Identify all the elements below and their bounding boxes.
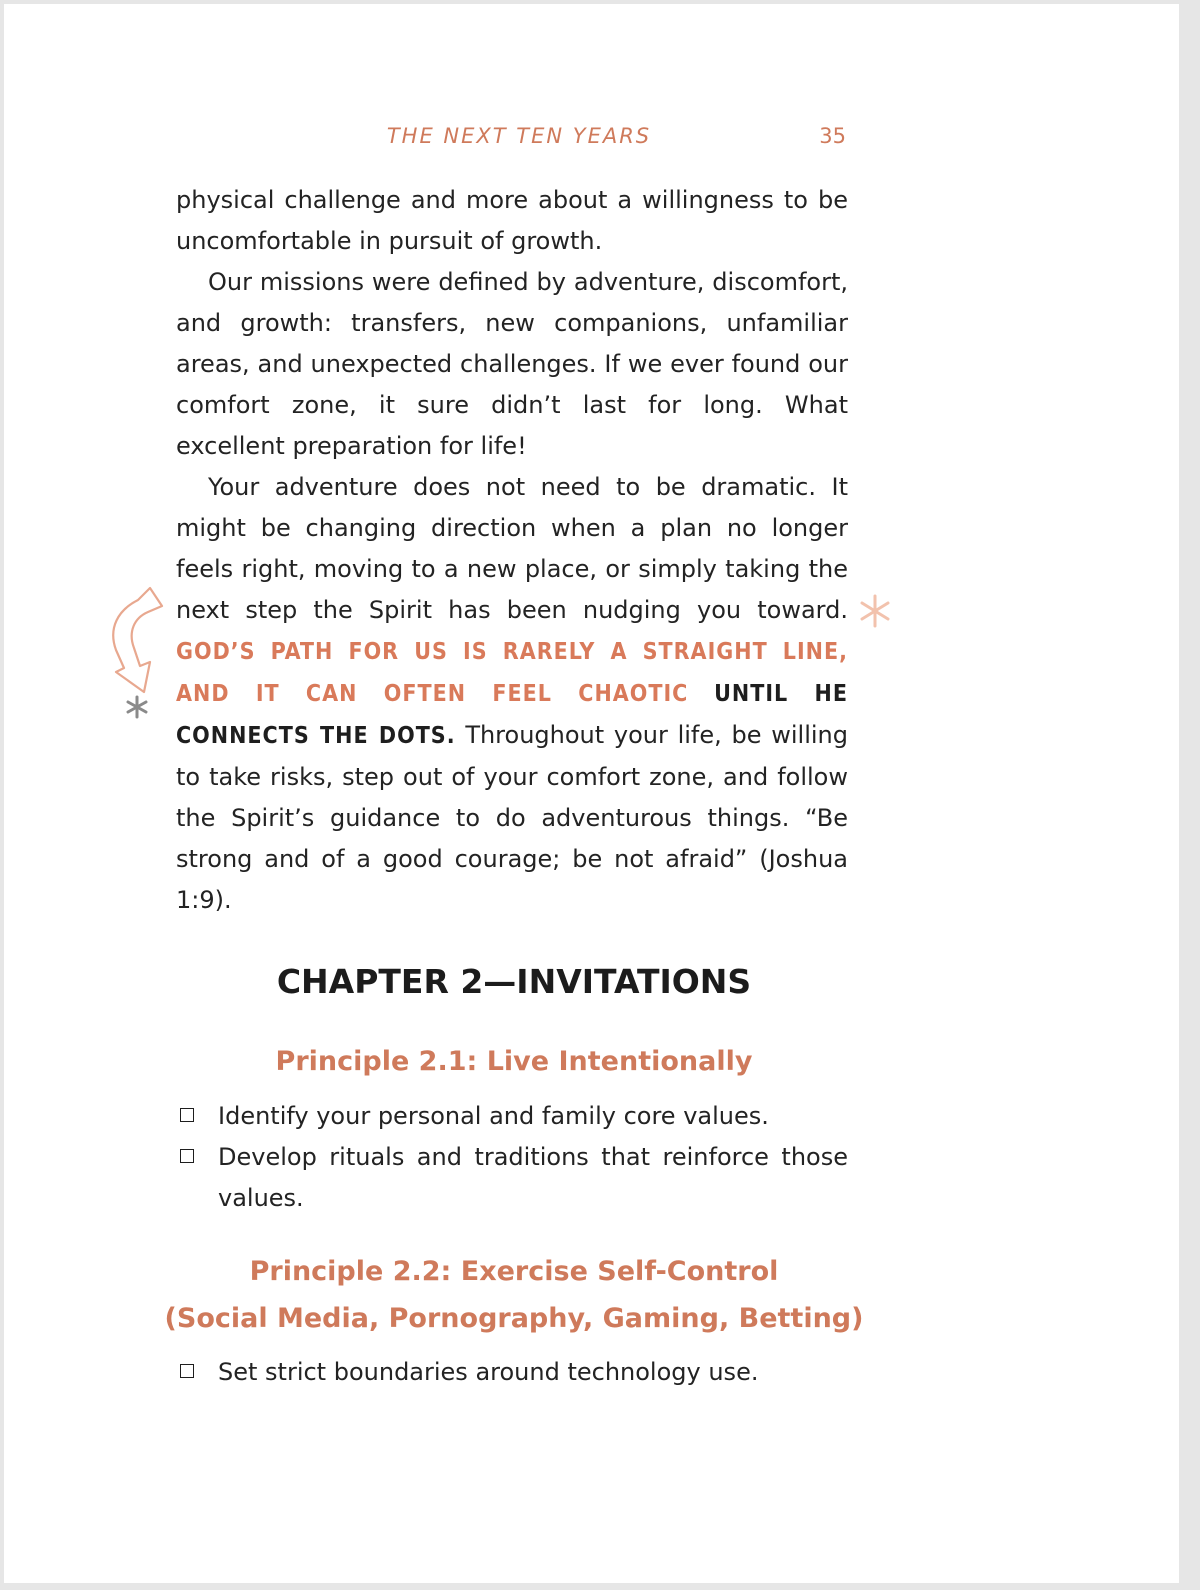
checkbox-icon[interactable]	[180, 1108, 194, 1122]
chapter-title: CHAPTER 2—INVITATIONS	[276, 962, 752, 1001]
principle-2-1-checklist	[176, 1096, 848, 1219]
peach-sparkle-icon	[857, 593, 893, 629]
checklist-item-text: Develop rituals and traditions that reinforce those values.	[218, 1143, 848, 1212]
principle-2-2-title-line-2: (Social Media, Pornography, Gaming, Betting)	[164, 1303, 864, 1334]
principle-2-2-title-line-1: Principle 2.2: Exercise Self-Control	[249, 1256, 779, 1287]
checklist-item	[176, 1137, 848, 1219]
paragraph-1: physical challenge and more about a willingness to be uncomfortable in pursuit of growth.	[176, 186, 848, 255]
gray-sparkle-icon	[124, 694, 150, 720]
paragraph-3-tail: Throughout your life, be willing to take risks, step out of your comfort zone, and follow the Spirit’s guidance to do adventurous things. “Be strong and of a good courage; be not afraid” (Joshua 1:9).	[176, 721, 848, 914]
paragraph-2: Our missions were defined by adventure, discomfort, and growth: transfers, new companions, unfamiliar areas, and unexpected challenges. If we ever found our comfort zone, it sure didn’t last for long. What excellent preparation for life!	[176, 268, 848, 460]
running-title: THE NEXT TEN YEARS	[386, 124, 652, 148]
checklist-item	[176, 1096, 848, 1137]
hand-drawn-curved-arrow-icon	[104, 584, 166, 696]
checkbox-icon[interactable]	[180, 1149, 194, 1163]
handwritten-highlight-dark: UNTIL HE CONNECTS THE DOTS.	[176, 681, 848, 749]
handwritten-highlight-accent: GOD’S PATH FOR US IS RARELY A STRAIGHT LINE, AND IT CAN OFTEN FEEL CHAOTIC	[176, 639, 848, 707]
page-number: 35	[819, 124, 846, 148]
checklist-item-text: Set strict boundaries around technology use.	[218, 1358, 759, 1386]
body-text	[176, 180, 848, 921]
principle-2-2-checklist	[176, 1352, 848, 1393]
running-header	[4, 124, 1179, 154]
checkbox-icon[interactable]	[180, 1364, 194, 1378]
principle-2-1-title: Principle 2.1: Live Intentionally	[275, 1046, 753, 1077]
paragraph-3	[176, 467, 848, 921]
book-page	[4, 4, 1179, 1583]
paragraph-3-lead: Your adventure does not need to be dramatic. It might be changing direction when a plan no longer feels right, moving to a new place, or simply taking the next step the Spirit has been nudging you toward.	[176, 473, 848, 624]
checklist-item-text: Identify your personal and family core values.	[218, 1102, 769, 1130]
checklist-item	[176, 1352, 848, 1393]
